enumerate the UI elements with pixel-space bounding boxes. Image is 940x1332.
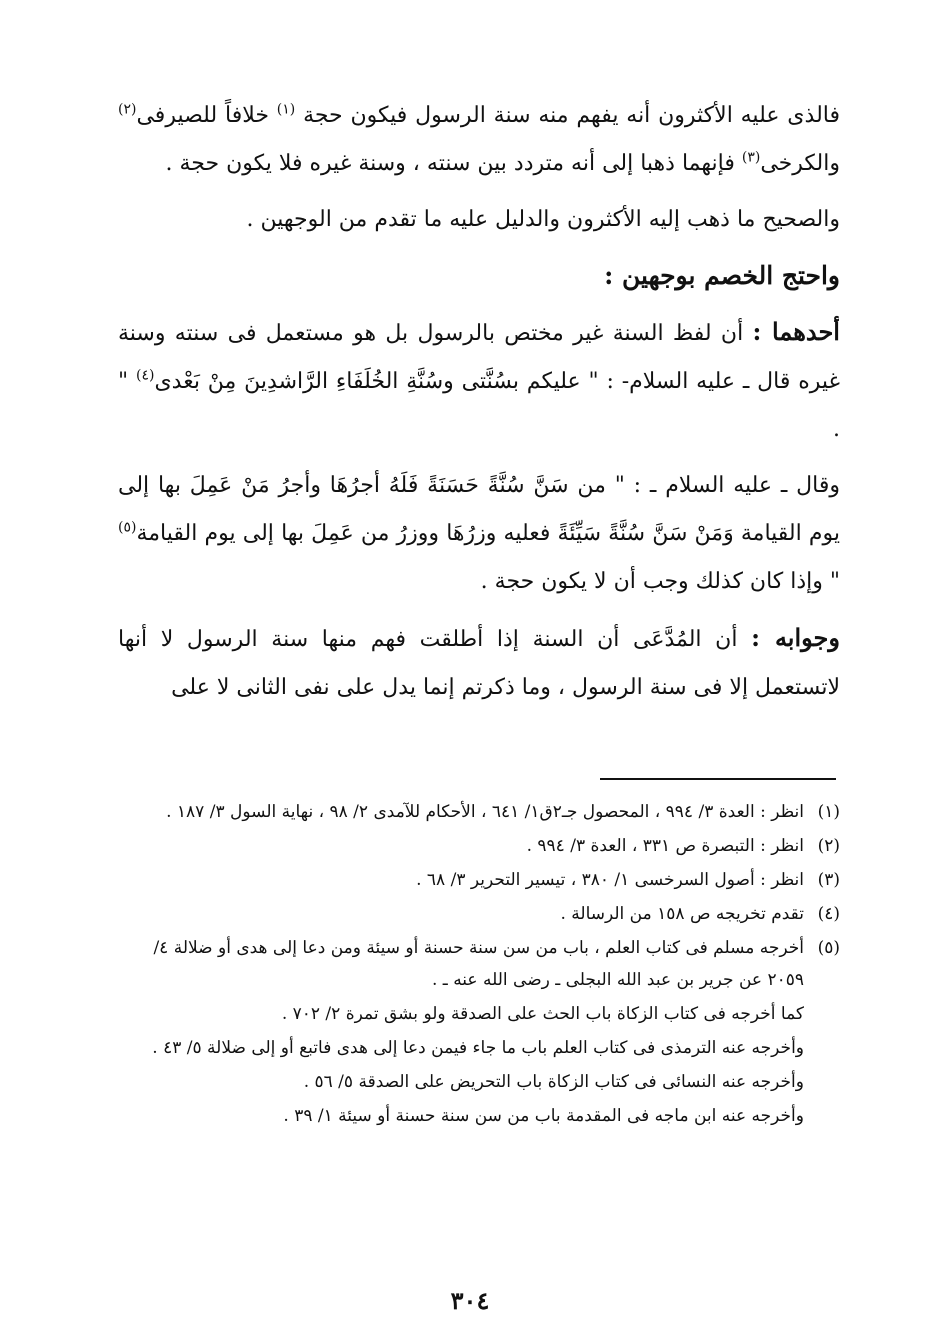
paragraph-answer bbox=[118, 614, 840, 712]
paragraph-text: أن المُدَّعَى أن السنة إذا أطلقت فهم منها سنة الرسول لا أنها لاتستعمل إلا فى سنة الرسول ، وما ذكرتم إنما يدل على نفى الثانى لا على bbox=[118, 627, 840, 700]
section-heading: واحتج الخصم بوجهين : bbox=[604, 261, 840, 290]
paragraph-text: أن لفظ السنة غير مختص بالرسول بل هو مستعمل فى سنته وسنة غيره قال ـ عليه السلام- : " عليكم بسُنَّتى وسُنَّةِ الخُلَفَاءِ الرَّاشدِينَ مِنْ بَعْدى bbox=[118, 321, 841, 394]
paragraph-text: والكرخى bbox=[760, 151, 840, 176]
footnote-number: (٣) bbox=[817, 870, 840, 890]
footnote bbox=[118, 932, 840, 996]
page-number: ٣٠٤ bbox=[450, 1286, 490, 1315]
footnote bbox=[118, 898, 840, 930]
footnote-continuation: وأخرجه عنه النسائى فى كتاب الزكاة باب التحريض على الصدقة ٥/ ٥٦ . bbox=[303, 1072, 804, 1092]
paragraph-hadith bbox=[118, 462, 840, 606]
paragraph-majority-view bbox=[118, 92, 840, 188]
footnote-number: (٢) bbox=[817, 836, 840, 856]
footnote-continuation: وأخرجه عنه ابن ماجه فى المقدمة باب من سن سنة حسنة أو سيئة ١/ ٣٩ . bbox=[283, 1106, 804, 1126]
footnote-ref-1[interactable]: (١) bbox=[276, 101, 296, 118]
main-text bbox=[118, 92, 840, 720]
lead-word: أحدهما : bbox=[752, 317, 840, 346]
footnote-text: تقدم تخريجه ص ١٥٨ من الرسالة . bbox=[560, 904, 804, 924]
footnote-ref-3[interactable]: (٣) bbox=[741, 149, 761, 166]
paragraph-text: فإنهما ذهبا إلى أنه متردد بين سنته ، وسنة غيره فلا يكون حجة . bbox=[165, 151, 735, 176]
footnote-ref-2[interactable]: (٢) bbox=[118, 101, 137, 118]
paragraph-text: خلافاً للصيرفى bbox=[136, 103, 269, 128]
footnote-number: (١) bbox=[817, 802, 840, 822]
footnote bbox=[118, 830, 840, 862]
footnote-ref-5[interactable]: (٥) bbox=[118, 519, 137, 536]
paragraph-text: " وإذا كان كذلك وجب أن لا يكون حجة . bbox=[480, 569, 840, 594]
footnote-text: انظر : أصول السرخسى ١/ ٣٨٠ ، تيسير التحرير ٣/ ٦٨ . bbox=[416, 870, 804, 890]
footnote bbox=[118, 796, 840, 828]
footnote-text: انظر : العدة ٣/ ٩٩٤ ، المحصول جـ٢ق١/ ٦٤١ ، الأحكام للآمدى ٢/ ٩٨ ، نهاية السول ٣/ ١٨٧ . bbox=[166, 802, 804, 822]
footnote-number: (٤) bbox=[817, 904, 840, 924]
lead-word: وجوابه : bbox=[751, 623, 840, 652]
paragraph-first-argument bbox=[118, 308, 840, 454]
footnote-number: (٥) bbox=[817, 938, 840, 958]
footnote-text: انظر : التبصرة ص ٣٣١ ، العدة ٣/ ٩٩٤ . bbox=[526, 836, 804, 856]
footnote-ref-4[interactable]: (٤) bbox=[135, 367, 155, 384]
paragraph-text: وقال ـ عليه السلام ـ : " من سَنَّ سُنَّةً حَسَنَةً فَلَهُ أجرُهَا وأجرُ مَنْ عَمِلَ بها إلى يوم القيامة وَمَنْ سَنَّ سُنَّةً سَيِّئَةً فعليه وزرُهَا ووزرُ من عَمِلَ بها إلى يوم القيامة bbox=[118, 473, 840, 546]
paragraph-correct-view: والصحيح ما ذهب إليه الأكثرون والدليل عليه ما تقدم من الوجهين . bbox=[246, 207, 840, 232]
footnote bbox=[118, 864, 840, 896]
footnote-separator bbox=[600, 778, 836, 780]
paragraph-text: " . bbox=[118, 369, 840, 442]
paragraph-text: فالذى عليه الأكثرون أنه يفهم منه سنة الرسول فيكون حجة bbox=[303, 103, 840, 128]
footnote-continuation: وأخرجه عنه الترمذى فى كتاب العلم باب ما جاء فيمن دعا إلى هدى فاتبع أو إلى ضلالة ٥/ ٤٣ . bbox=[152, 1038, 804, 1058]
footnotes bbox=[118, 796, 840, 1134]
footnote-text: أخرجه مسلم فى كتاب العلم ، باب من سن سنة حسنة أو سيئة ومن دعا إلى هدى أو ضلالة ٤/ ٢٠٥٩ عن جرير بن عبد الله البجلى ـ رضى الله عنه ـ . bbox=[153, 938, 804, 990]
footnote-continuation: كما أخرجه فى كتاب الزكاة باب الحث على الصدقة ولو بشق تمرة ٢/ ٧٠٢ . bbox=[281, 1004, 804, 1024]
